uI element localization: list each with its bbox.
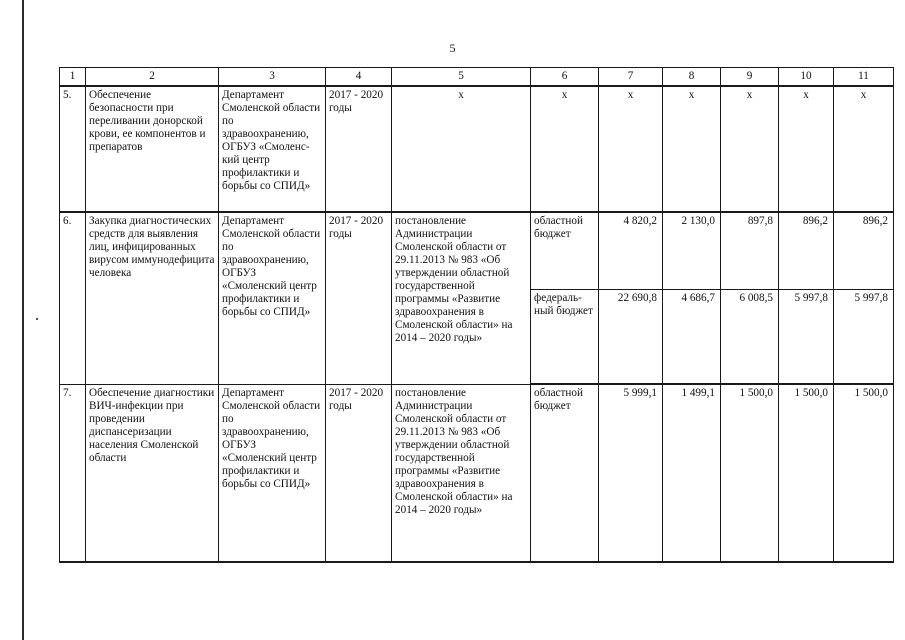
header-cell: 10 [779, 68, 834, 87]
funding-source: областной бюджет [531, 212, 599, 289]
legal-basis: постановление Администрации Смоленской области от 29.11.2013 № 983 «Об утверждении областной государственной программы «Развитие здравоохранения в Смоленской области» на 2014 – 2020 годы» [392, 212, 531, 384]
executor: Департамент Смоленской области по здравоохранению, ОГБУЗ «Смоленский центр профилактики и борьбы со СПИД» [219, 212, 326, 384]
value-cell: х [599, 86, 663, 212]
binding-line [22, 0, 24, 640]
value-cell: 897,8 [721, 212, 779, 289]
header-cell: 4 [326, 68, 392, 87]
header-cell: 3 [219, 68, 326, 87]
executor: Департамент Смоленской области по здравоохранению, ОГБУЗ «Смоленс-кий центр профилактики и борьбы со СПИД» [219, 86, 326, 212]
table-row [60, 86, 894, 212]
page-number: 5 [449, 41, 456, 55]
value-cell: 5 997,8 [779, 289, 834, 384]
row-index: 6. [60, 212, 86, 384]
header-cell: 8 [663, 68, 721, 87]
value-cell: 2 130,0 [663, 212, 721, 289]
program-table [59, 67, 894, 563]
executor: Департамент Смоленской области по здравоохранению, ОГБУЗ «Смоленский центр профилактики и борьбы со СПИД» [219, 384, 326, 562]
table-row [60, 212, 894, 289]
measure-name: Закупка диагностических средств для выявления лиц, инфицированных вирусом иммунодефицита человека [86, 212, 219, 384]
measure-name: Обеспечение безопасности при переливании донорской крови, ее компонентов и препаратов [86, 86, 219, 212]
period: 2017 - 2020 годы [326, 212, 392, 384]
row-index: 7. [60, 384, 86, 562]
header-cell: 1 [60, 68, 86, 87]
value-cell: х [721, 86, 779, 212]
value-cell: х [779, 86, 834, 212]
value-cell: 5 997,8 [834, 289, 894, 384]
value-cell: 1 499,1 [663, 384, 721, 562]
legal-basis: постановление Администрации Смоленской области от 29.11.2013 № 983 «Об утверждении областной государственной программы «Развитие здравоохранения в Смоленской области» на 2014 – 2020 годы» [392, 384, 531, 562]
value-cell: 22 690,8 [599, 289, 663, 384]
header-cell: 6 [531, 68, 599, 87]
value-cell: 1 500,0 [721, 384, 779, 562]
row-index: 5. [60, 86, 86, 212]
table-row [60, 384, 894, 562]
value-cell: 5 999,1 [599, 384, 663, 562]
table-header-row [60, 68, 894, 87]
scan-artifact [36, 318, 38, 320]
header-cell: 7 [599, 68, 663, 87]
value-cell: х [834, 86, 894, 212]
measure-name: Обеспечение диагностики ВИЧ-инфекции при проведении диспансеризации населения Смоленской области [86, 384, 219, 562]
header-cell: 9 [721, 68, 779, 87]
header-cell: 5 [392, 68, 531, 87]
header-cell: 2 [86, 68, 219, 87]
period: 2017 - 2020 годы [326, 384, 392, 562]
value-cell: х [663, 86, 721, 212]
value-cell: 4 820,2 [599, 212, 663, 289]
legal-basis: х [392, 86, 531, 212]
funding-source: областной бюджет [531, 384, 599, 562]
funding-source: федераль-ный бюджет [531, 289, 599, 384]
period: 2017 - 2020 годы [326, 86, 392, 212]
value-cell: 4 686,7 [663, 289, 721, 384]
value-cell: 896,2 [834, 212, 894, 289]
funding-source: х [531, 86, 599, 212]
value-cell: 1 500,0 [834, 384, 894, 562]
value-cell: 1 500,0 [779, 384, 834, 562]
value-cell: 896,2 [779, 212, 834, 289]
header-cell: 11 [834, 68, 894, 87]
value-cell: 6 008,5 [721, 289, 779, 384]
